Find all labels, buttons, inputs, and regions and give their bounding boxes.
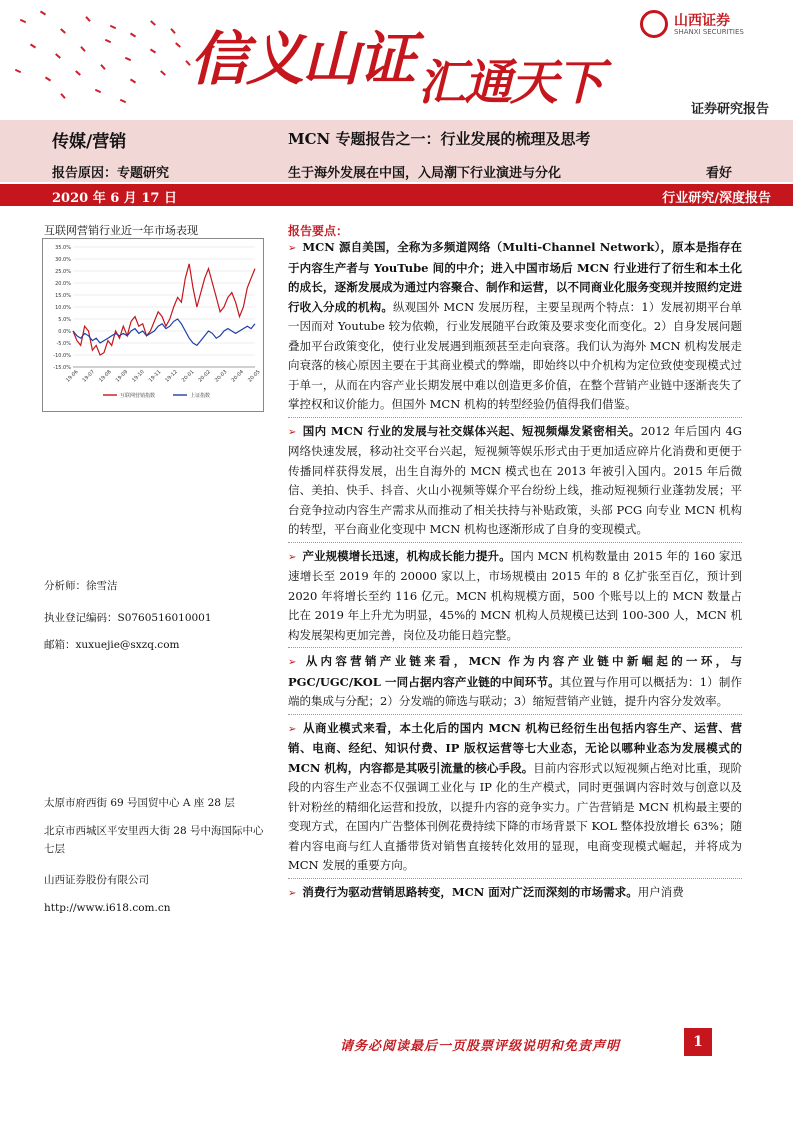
report-category: 行业研究/深度报告	[662, 191, 771, 206]
flag-mark	[130, 33, 136, 38]
key-point-text: 其位置与作用可以概括为：1）制作端的集成与分配；2）分发端的筛选与联动；3）缩短营销产业链，提升内容分发效率。	[288, 674, 742, 708]
flag-mark	[20, 19, 26, 23]
flag-mark	[175, 42, 181, 47]
x-tick-label: 20-04	[230, 369, 246, 384]
key-point	[288, 719, 742, 876]
y-tick-label: -10.0%	[53, 353, 71, 359]
key-point-text: 纵观国外 MCN 发展历程，主要呈现两个特点：1）发展初期平台单一因而对 Youtube 较为依赖，行业发展随平台政策及要求变化而变化。2）自身发展问题叠加平台政策变化，使行业发展遇到瓶颈甚至走向衰落。我们认为海外 MCN 机构发展走向衰落的核心原因主要在于其商业模式的弊端，即始终以中介机构为定位致使变现模式过于单一，从而在内容产业长期发展中难以创造更多价值，在整个营销产业链中逐渐丧失了掌控权和议价能力。但国外 MCN 机构的转型经验仍值得我们借鉴。	[288, 299, 742, 411]
flag-mark	[80, 46, 85, 52]
flag-mark	[30, 44, 36, 49]
x-tick-label: 19-08	[98, 369, 113, 384]
key-point-text: 目前内容形式以短视频占绝对比重，现阶段的内容生产业态不仅强调工业化与 IP 化的生产模式，同时更强调内容时效与创意以及针对粉丝的精细化运营和投放，以提升内容的竞争实力。广告营销是 MCN 机构最主要的变现方式，在国内广告整体刊例花费持续下降的市场背景下 KOL 整体投放增长 63%；随着内容电商与红人直播带货对销售直接转化效用的显现，电商变现模式崛起，并将成为 MCN 发展的重要方向。	[288, 760, 742, 872]
key-point-text: 用户消费	[637, 884, 684, 899]
key-point	[288, 652, 742, 712]
y-tick-label: 0.0%	[58, 329, 71, 335]
key-point-bold: 从商业模式来看，本土化后的国内 MCN 机构已经衍生出包括内容生产、运营、营销、电商、经纪、知识付费、IP 版权运营等七大业态，无论以哪种业态为发展模式的 MCN 机构，内容都是其吸引流量的核心手段。	[288, 720, 742, 775]
y-tick-label: -15.0%	[53, 365, 71, 371]
flag-mark	[75, 70, 81, 75]
logo-mark-icon	[640, 10, 668, 38]
flag-mark	[15, 69, 21, 73]
key-point-bold: MCN 源自美国，全称为多频道网络（Multi-Channel Network），原本是指存在于内容生产者与 YouTube 间的中介；进入中国市场后 MCN 行业进行了衍生和本土化的成长，逐渐发展成为通过内容聚合、制作和运营，以不同商业化服务变现并按照约定进行收入分成的机构。	[288, 240, 742, 314]
series-line	[73, 264, 255, 355]
market-chart	[42, 238, 264, 412]
analyst: 分析师：徐雪洁	[44, 580, 118, 592]
license-code: 执业登记编码：S0760516010001	[44, 612, 212, 624]
y-tick-label: 30.0%	[55, 257, 71, 263]
sector-label: 传媒/营销	[52, 132, 127, 152]
point-separator	[288, 714, 742, 716]
key-point-bold: 从内容营销产业链来看，MCN 作为内容产业链中新崛起的一环，与 PGC/UGC/KOL 一同占据内容产业链的中间环节。	[288, 654, 742, 689]
arrow-bullet-icon: ➢	[288, 243, 297, 254]
key-point-text: 2012 年后国内 4G 网络快速发展，移动社交平台兴起，短视频等娱乐形式由于更加适应碎片化消费和更便于传播同样获得发展，出生自海外的 MCN 模式也在 2013 年被引入国内。2015 年后微信、美拍、快手、抖音、火山小视频等媒介平台纷纷上线，推动短视频行业蓬勃发展；平台竞争拉动内容生产需求从而推动了相关扶持与补贴政策，头部 PCG 向专业 MCN 机构的转型，平台商业化变现中 MCN 机构也逐渐形成了自身的变现模式。	[288, 423, 742, 536]
key-point-bold: 产业规模增长迅速，机构成长能力提升。	[302, 548, 511, 563]
x-tick-label: 19-11	[147, 369, 163, 384]
y-tick-label: 5.0%	[58, 317, 71, 323]
main-title: MCN 专题报告之一：行业发展的梳理及思考	[288, 130, 591, 148]
key-point-bold: 国内 MCN 行业的发展与社交媒体兴起、短视频爆发紧密相关。	[302, 423, 641, 438]
y-tick-label: 15.0%	[55, 293, 71, 299]
arrow-bullet-icon: ➢	[288, 426, 297, 438]
chart-svg	[43, 239, 263, 411]
rating: 看好	[706, 166, 733, 181]
report-type: 证券研究报告	[690, 102, 769, 117]
point-separator	[288, 647, 742, 649]
slogan-right: 汇通天下	[418, 55, 603, 111]
arrow-bullet-icon: ➢	[288, 723, 297, 735]
flag-mark	[150, 20, 156, 25]
y-tick-label: 10.0%	[55, 305, 71, 311]
key-point	[288, 883, 742, 904]
key-point-text: 国内 MCN 机构数量由 2015 年的 160 家迅速增长至 2019 年的 20000 家以上，市场规模由 2015 年的 8 亿扩张至百亿，预计到 2020 年将增长至约 116 亿元。MCN 机构规模方面，500 个账号以上的 MCN 数量占比在 2019 年上升尤为明显，45%的 MCN 机构人员规模已达到 100-300 人，MCN 机构发展架构更加完善，岗位及功能日趋完整。	[288, 548, 742, 642]
y-tick-label: -5.0%	[56, 341, 71, 347]
key-point	[288, 238, 742, 415]
flag-mark	[110, 25, 116, 29]
logo-subtitle: SHANXI SECURITIES	[674, 28, 744, 36]
arrow-bullet-icon: ➢	[288, 657, 297, 668]
flag-mark	[45, 77, 51, 82]
flag-mark	[55, 53, 61, 58]
flag-mark	[120, 99, 126, 103]
flag-mark	[85, 16, 90, 22]
arrow-bullet-icon: ➢	[288, 887, 297, 899]
analyst-email[interactable]: 邮箱：xuxuejie@sxzq.com	[44, 639, 180, 651]
x-tick-label: 19-12	[164, 369, 179, 384]
logo-name: 山西证券	[674, 13, 730, 29]
legend-label: 上证指数	[190, 393, 211, 399]
address-taiyuan: 太原市府西街 69 号国贸中心 A 座 28 层	[44, 797, 235, 809]
y-tick-label: 35.0%	[55, 245, 71, 251]
x-tick-label: 20-05	[247, 369, 262, 384]
flag-mark	[105, 39, 111, 43]
y-tick-label: 20.0%	[55, 281, 71, 287]
x-tick-label: 20-03	[213, 369, 229, 384]
key-point	[288, 547, 742, 646]
flag-mark	[150, 49, 156, 54]
x-tick-label: 20-02	[197, 369, 212, 384]
page-number: 1	[684, 1028, 712, 1056]
flag-mark	[60, 28, 66, 33]
flag-mark	[95, 89, 101, 93]
key-points-heading: 报告要点：	[288, 224, 349, 238]
company-logo	[640, 10, 780, 44]
legend-label: 互联网营销指数	[120, 393, 156, 399]
point-separator	[288, 542, 742, 544]
flag-mark	[130, 79, 136, 84]
arrow-bullet-icon: ➢	[288, 551, 297, 563]
address-beijing: 北京市西城区平安里西大街 28 号中海国际中心七层	[44, 825, 264, 855]
x-tick-label: 19-09	[114, 369, 130, 384]
company-website[interactable]: http://www.i618.com.cn	[44, 902, 171, 914]
x-tick-label: 19-07	[81, 369, 97, 384]
point-separator	[288, 417, 742, 419]
flag-mark	[125, 57, 131, 61]
key-point-bold: 消费行为驱动营销思路转变，MCN 面对广泛而深刻的市场需求。	[302, 884, 638, 899]
flag-mark	[60, 93, 65, 99]
y-tick-label: 25.0%	[55, 269, 71, 275]
flag-mark	[100, 64, 105, 70]
flag-mark	[170, 28, 175, 34]
point-separator	[288, 878, 742, 880]
x-tick-label: 20-01	[180, 369, 196, 384]
report-date: 2020 年 6 月 17 日	[52, 191, 177, 206]
company-name: 山西证券股份有限公司	[44, 874, 149, 886]
report-reason: 报告原因：专题研究	[52, 166, 170, 181]
chart-title: 互联网营销行业近一年市场表现	[44, 224, 198, 237]
report-subtitle: 生于海外发展在中国，入局潮下行业演进与分化	[288, 166, 562, 181]
x-tick-label: 19-06	[65, 369, 80, 384]
flag-mark	[40, 11, 46, 16]
slogan-left: 信义山证	[190, 25, 415, 93]
disclaimer-notice: 请务必阅读最后一页股票评级说明和免责声明	[340, 1039, 621, 1054]
flag-mark	[160, 70, 166, 75]
key-point	[288, 422, 742, 540]
key-points-list	[288, 238, 742, 905]
x-tick-label: 19-10	[131, 369, 146, 384]
